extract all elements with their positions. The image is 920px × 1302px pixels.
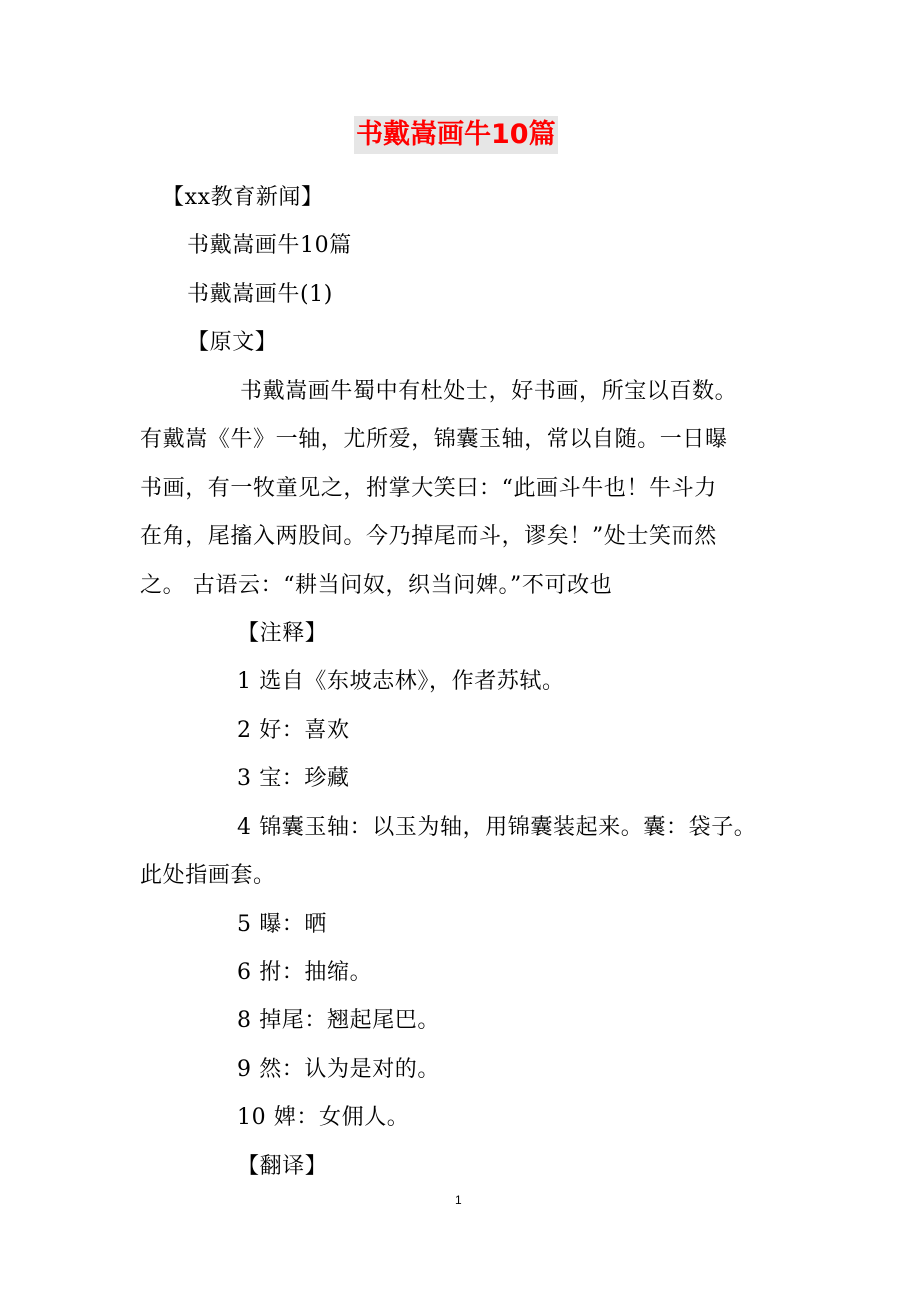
source-label: 【xx教育新闻】: [162, 185, 324, 210]
original-line: 在角，尾搐入两股间。今乃掉尾而斗，谬矣！”处士笑而然: [140, 524, 717, 549]
note-item: 3 宝：珍藏: [237, 766, 350, 791]
original-line: 书画，有一牧童见之，拊掌大笑曰：“此画斗牛也！牛斗力: [140, 476, 717, 501]
document-title: 书戴嵩画牛10篇: [354, 116, 558, 154]
note-item: 1 选自《东坡志林》，作者苏轼。: [237, 669, 565, 694]
translation-label: 【翻译】: [237, 1154, 328, 1179]
note-item: 6 拊：抽缩。: [237, 960, 373, 985]
note-item: 9 然：认为是对的。: [237, 1057, 440, 1082]
subtitle: 书戴嵩画牛10篇: [187, 233, 352, 258]
original-label: 【原文】: [187, 330, 278, 355]
original-line: 书戴嵩画牛蜀中有杜处士，好书画，所宝以百数。: [240, 379, 738, 404]
page-number: 1: [455, 1193, 462, 1207]
section-heading: 书戴嵩画牛(1): [187, 282, 333, 307]
note-item: 8 掉尾：翘起尾巴。: [237, 1008, 440, 1033]
note-item: 此处指画套。: [140, 863, 276, 888]
note-item: 4 锦囊玉轴：以玉为轴，用锦囊装起来。囊：袋子。: [237, 815, 757, 840]
original-line: 有戴嵩《牛》一轴，尤所爱，锦囊玉轴，常以自随。一日曝: [140, 427, 728, 452]
original-line: 之。 古语云：“耕当问奴，织当问婢。”不可改也: [140, 573, 613, 598]
note-item: 2 好：喜欢: [237, 718, 350, 743]
note-item: 10 婢：女佣人。: [237, 1105, 410, 1130]
note-item: 5 曝：晒: [237, 912, 327, 937]
notes-label: 【注释】: [237, 621, 328, 646]
